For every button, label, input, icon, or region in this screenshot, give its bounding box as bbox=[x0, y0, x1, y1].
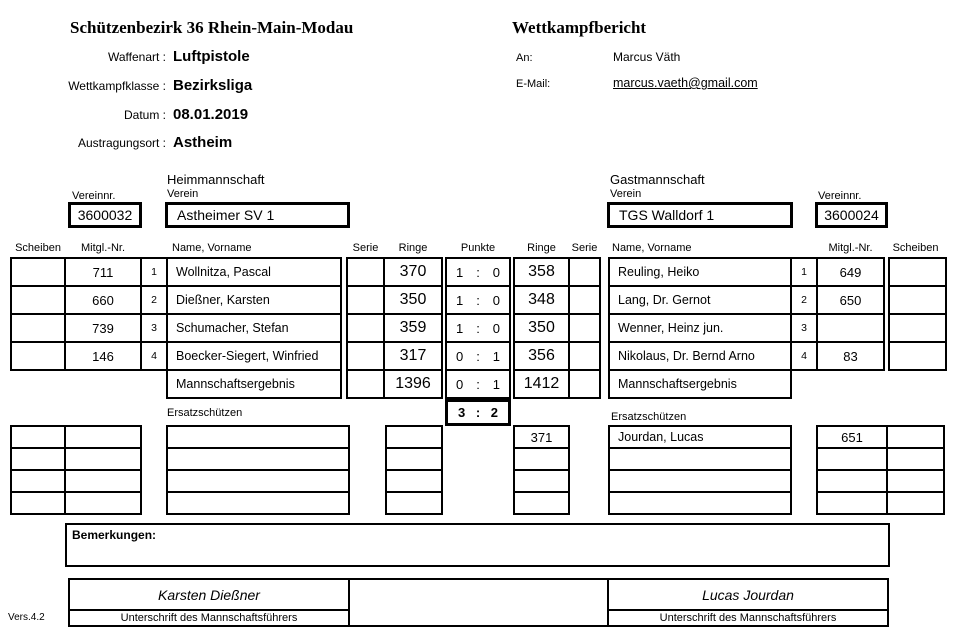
guest-verein-field: TGS Walldorf 1 bbox=[607, 202, 793, 228]
an-value: Marcus Väth bbox=[613, 50, 681, 64]
punkte-separator: : bbox=[476, 264, 480, 280]
guest-serie-cell bbox=[568, 341, 601, 371]
ersatz-guest-scheiben-cell bbox=[886, 425, 945, 449]
guest-scheiben-cell bbox=[888, 285, 947, 315]
guest-section-label: Gastmannschaft bbox=[610, 172, 705, 187]
punkte-separator: : bbox=[476, 376, 480, 392]
guest-ringe-cell: 350 bbox=[513, 313, 570, 343]
punkte-separator: : bbox=[476, 320, 480, 336]
ersatz-home-ringe-cell bbox=[385, 469, 443, 493]
home-scheiben-cell bbox=[10, 313, 66, 343]
col-serie-home: Serie bbox=[352, 242, 379, 254]
guest-signature-box bbox=[607, 578, 889, 627]
datum-label: Datum : bbox=[123, 108, 166, 122]
austragungsort-label: Austragungsort : bbox=[77, 136, 166, 150]
field-waffenart bbox=[0, 48, 250, 65]
col-scheiben-home: Scheiben bbox=[15, 242, 61, 254]
table-totals-row bbox=[0, 369, 958, 399]
ersatz-home-mitgl-cell bbox=[64, 491, 142, 515]
punkte-cell bbox=[445, 257, 511, 287]
punkte-guest: 1 bbox=[492, 348, 500, 364]
ersatz-guest-scheiben-cell bbox=[886, 469, 945, 493]
ersatz-guest-scheiben-cell bbox=[886, 491, 945, 515]
email-link[interactable]: marcus.vaeth@gmail.com bbox=[613, 76, 758, 90]
ersatz-home-ringe-cell bbox=[385, 447, 443, 471]
home-position-cell: 4 bbox=[140, 341, 168, 371]
guest-verein-label: Verein bbox=[610, 188, 642, 200]
punkte-guest: 0 bbox=[492, 264, 500, 280]
total-punkte-cell bbox=[445, 369, 511, 399]
home-serie-cell bbox=[346, 257, 385, 287]
wettkampfklasse-value: Bezirksliga bbox=[173, 77, 253, 94]
guest-name-cell: Reuling, Heiko bbox=[608, 257, 792, 287]
guest-signature-caption: Unterschrift des Mannschaftsführers bbox=[659, 612, 837, 624]
home-total-label-cell: Mannschaftsergebnis bbox=[166, 369, 342, 399]
home-signature-caption: Unterschrift des Mannschaftsführers bbox=[120, 612, 298, 624]
guest-ringe-cell: 356 bbox=[513, 341, 570, 371]
home-position-cell: 2 bbox=[140, 285, 168, 315]
punkte-home: 0 bbox=[456, 376, 464, 392]
ersatz-label-guest: Ersatzschützen bbox=[611, 411, 687, 423]
ersatz-guest-ringe-cell bbox=[513, 447, 570, 471]
ersatz-guest-name-cell bbox=[608, 447, 792, 471]
home-vereinnr-field: 3600032 bbox=[68, 202, 142, 228]
home-verein-field: Astheimer SV 1 bbox=[165, 202, 350, 228]
waffenart-value: Luftpistole bbox=[173, 48, 250, 65]
guest-name-cell: Wenner, Heinz jun. bbox=[608, 313, 792, 343]
ersatz-home-scheiben-cell bbox=[10, 491, 66, 515]
punkte-home: 1 bbox=[456, 292, 464, 308]
guest-total-serie-cell bbox=[568, 369, 601, 399]
col-mitgl-home: Mitgl.-Nr. bbox=[81, 242, 125, 254]
waffenart-label: Waffenart : bbox=[107, 50, 166, 64]
punkte-cell bbox=[445, 285, 511, 315]
punkte-cell bbox=[445, 313, 511, 343]
col-serie-guest: Serie bbox=[571, 242, 598, 254]
home-ringe-cell: 359 bbox=[383, 313, 443, 343]
guest-ringe-cell: 348 bbox=[513, 285, 570, 315]
final-score-home: 3 bbox=[458, 405, 466, 420]
field-wettkampfklasse bbox=[0, 77, 252, 94]
guest-mitgl-cell: 83 bbox=[816, 341, 885, 371]
datum-value: 08.01.2019 bbox=[173, 106, 249, 123]
col-mitgl-guest: Mitgl.-Nr. bbox=[828, 242, 873, 254]
table-row-3 bbox=[0, 313, 958, 343]
home-serie-cell bbox=[346, 285, 385, 315]
guest-position-cell: 3 bbox=[790, 313, 818, 343]
home-signature-name: Karsten Dießner bbox=[70, 580, 348, 611]
ersatz-guest-name-cell bbox=[608, 491, 792, 515]
home-name-cell: Boecker-Siegert, Winfried bbox=[166, 341, 342, 371]
guest-scheiben-cell bbox=[888, 313, 947, 343]
punkte-home: 0 bbox=[456, 348, 464, 364]
guest-mitgl-cell: 650 bbox=[816, 285, 885, 315]
ersatz-home-name-cell bbox=[166, 425, 350, 449]
home-mitgl-cell: 660 bbox=[64, 285, 142, 315]
email-label: E-Mail: bbox=[516, 78, 551, 90]
home-total-ringe-cell: 1396 bbox=[383, 369, 443, 399]
ersatz-row-2 bbox=[0, 447, 958, 471]
ersatz-home-mitgl-cell bbox=[64, 425, 142, 449]
ersatz-home-name-cell bbox=[166, 491, 350, 515]
guest-position-cell: 1 bbox=[790, 257, 818, 287]
field-austragungsort bbox=[0, 134, 232, 151]
ersatz-guest-mitgl-cell: 651 bbox=[816, 425, 888, 449]
col-ringe-guest: Ringe bbox=[527, 242, 556, 254]
home-serie-cell bbox=[346, 341, 385, 371]
ersatz-guest-mitgl-cell bbox=[816, 469, 888, 493]
guest-signature-name: Lucas Jourdan bbox=[609, 580, 887, 611]
guest-mitgl-cell: 649 bbox=[816, 257, 885, 287]
report-title: Wettkampfbericht bbox=[512, 18, 647, 37]
col-ringe-home: Ringe bbox=[398, 242, 428, 254]
punkte-guest: 0 bbox=[492, 320, 500, 336]
guest-position-cell: 2 bbox=[790, 285, 818, 315]
home-name-cell: Wollnitza, Pascal bbox=[166, 257, 342, 287]
an-label: An: bbox=[516, 52, 533, 64]
guest-mitgl-cell bbox=[816, 313, 885, 343]
punkte-separator: : bbox=[476, 348, 480, 364]
ersatz-guest-name-cell: Jourdan, Lucas bbox=[608, 425, 792, 449]
ersatz-guest-name-cell bbox=[608, 469, 792, 493]
home-scheiben-cell bbox=[10, 257, 66, 287]
guest-total-ringe-cell: 1412 bbox=[513, 369, 570, 399]
ersatz-row-4 bbox=[0, 491, 958, 515]
home-section-label: Heimmannschaft bbox=[167, 172, 265, 187]
ersatz-guest-mitgl-cell bbox=[816, 491, 888, 515]
home-signature-box bbox=[68, 578, 350, 627]
guest-ringe-cell: 358 bbox=[513, 257, 570, 287]
ersatz-home-ringe-cell bbox=[385, 491, 443, 515]
ersatz-guest-ringe-cell bbox=[513, 469, 570, 493]
guest-total-label-cell: Mannschaftsergebnis bbox=[608, 369, 792, 399]
guest-serie-cell bbox=[568, 313, 601, 343]
ersatz-home-scheiben-cell bbox=[10, 425, 66, 449]
table-row-4 bbox=[0, 341, 958, 371]
final-score-box bbox=[445, 399, 511, 426]
final-score-guest: 2 bbox=[490, 405, 498, 420]
home-scheiben-cell bbox=[10, 285, 66, 315]
col-name-home: Name, Vorname bbox=[172, 242, 252, 254]
home-mitgl-cell: 711 bbox=[64, 257, 142, 287]
guest-serie-cell bbox=[568, 257, 601, 287]
remarks-box bbox=[65, 523, 890, 567]
home-name-cell: Dießner, Karsten bbox=[166, 285, 342, 315]
home-name-cell: Schumacher, Stefan bbox=[166, 313, 342, 343]
guest-vereinnr-label: Vereinnr. bbox=[818, 190, 862, 202]
guest-vereinnr-field: 3600024 bbox=[815, 202, 888, 228]
ersatz-home-mitgl-cell bbox=[64, 469, 142, 493]
table-row-2 bbox=[0, 285, 958, 315]
ersatz-home-scheiben-cell bbox=[10, 469, 66, 493]
austragungsort-value: Astheim bbox=[173, 134, 233, 151]
ersatz-home-ringe-cell bbox=[385, 425, 443, 449]
home-ringe-cell: 350 bbox=[383, 285, 443, 315]
wettkampfklasse-label: Wettkampfklasse : bbox=[68, 79, 166, 93]
table-row-1 bbox=[0, 257, 958, 287]
ersatz-guest-scheiben-cell bbox=[886, 447, 945, 471]
home-position-cell: 1 bbox=[140, 257, 168, 287]
version-label: Vers.4.2 bbox=[8, 612, 45, 623]
col-punkte: Punkte bbox=[460, 242, 496, 254]
home-scheiben-cell bbox=[10, 341, 66, 371]
home-mitgl-cell: 739 bbox=[64, 313, 142, 343]
ersatz-label-home: Ersatzschützen bbox=[167, 407, 243, 419]
ersatz-guest-ringe-cell: 371 bbox=[513, 425, 570, 449]
middle-empty-box bbox=[348, 578, 609, 627]
punkte-home: 1 bbox=[456, 264, 464, 280]
punkte-home: 1 bbox=[456, 320, 464, 336]
guest-name-cell: Lang, Dr. Gernot bbox=[608, 285, 792, 315]
guest-scheiben-cell bbox=[888, 257, 947, 287]
guest-serie-cell bbox=[568, 285, 601, 315]
ersatz-home-name-cell bbox=[166, 469, 350, 493]
org-title: Schützenbezirk 36 Rhein-Main-Modau bbox=[70, 18, 354, 37]
home-position-cell: 3 bbox=[140, 313, 168, 343]
home-ringe-cell: 317 bbox=[383, 341, 443, 371]
final-score-separator: : bbox=[475, 405, 481, 420]
punkte-cell bbox=[445, 341, 511, 371]
home-verein-label: Verein bbox=[167, 188, 199, 200]
guest-name-cell: Nikolaus, Dr. Bernd Arno bbox=[608, 341, 792, 371]
home-ringe-cell: 370 bbox=[383, 257, 443, 287]
punkte-guest: 0 bbox=[492, 292, 500, 308]
ersatz-row-3 bbox=[0, 469, 958, 493]
remarks-label: Bemerkungen: bbox=[72, 528, 157, 542]
home-total-serie-cell bbox=[346, 369, 385, 399]
punkte-guest: 1 bbox=[492, 376, 500, 392]
col-name-guest: Name, Vorname bbox=[612, 242, 692, 254]
col-scheiben-guest: Scheiben bbox=[892, 242, 939, 254]
punkte-separator: : bbox=[476, 292, 480, 308]
field-datum bbox=[0, 106, 248, 123]
home-mitgl-cell: 146 bbox=[64, 341, 142, 371]
ersatz-home-scheiben-cell bbox=[10, 447, 66, 471]
ersatz-row-1 bbox=[0, 425, 958, 449]
ersatz-home-name-cell bbox=[166, 447, 350, 471]
guest-position-cell: 4 bbox=[790, 341, 818, 371]
ersatz-guest-mitgl-cell bbox=[816, 447, 888, 471]
home-serie-cell bbox=[346, 313, 385, 343]
ersatz-guest-ringe-cell bbox=[513, 491, 570, 515]
home-vereinnr-label: Vereinnr. bbox=[72, 190, 116, 202]
guest-scheiben-cell bbox=[888, 341, 947, 371]
ersatz-home-mitgl-cell bbox=[64, 447, 142, 471]
